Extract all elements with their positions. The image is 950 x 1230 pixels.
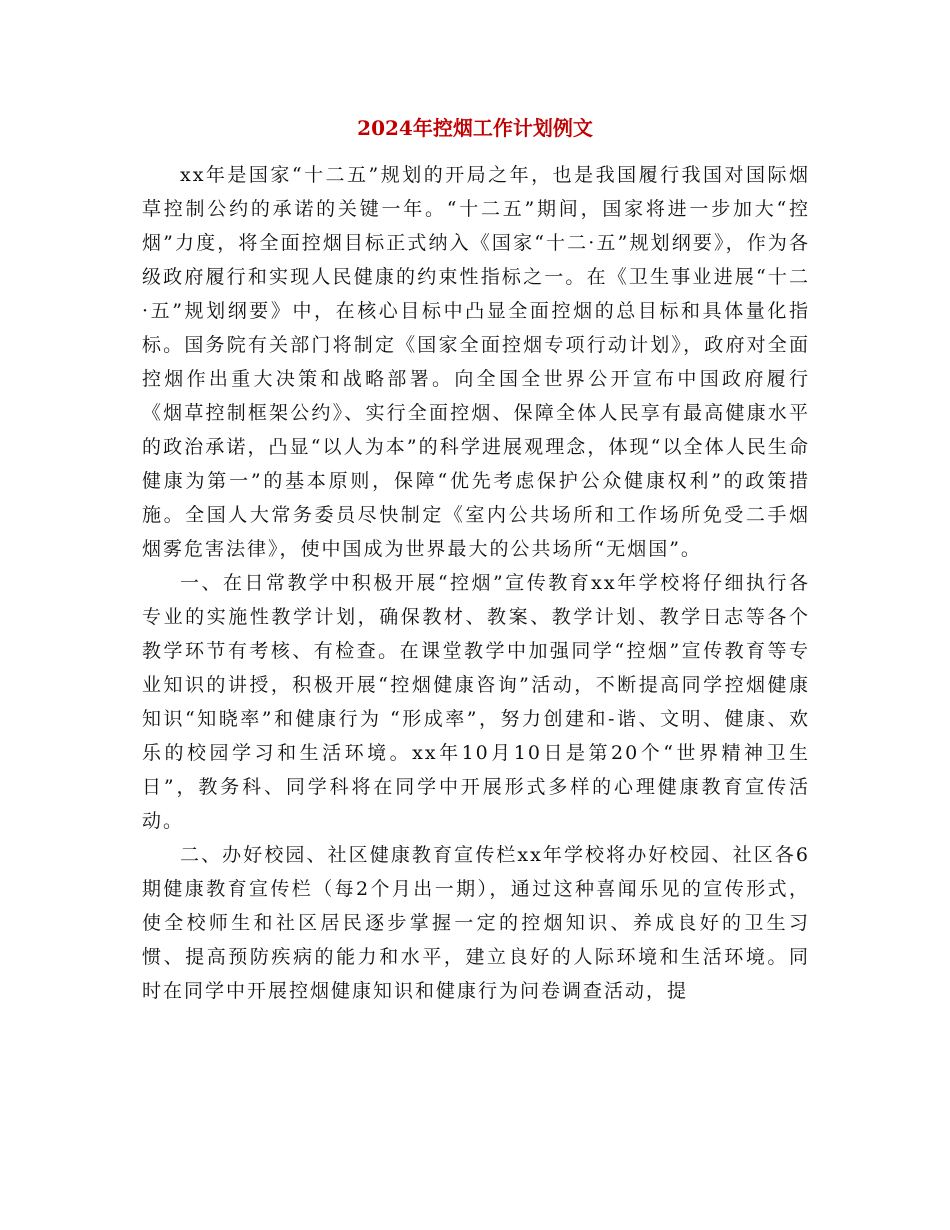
paragraph-section-1: 一、在日常教学中积极开展“控烟”宣传教育xx年学校将仔细执行各专业的实施性教学计划，确保教材、教案、教学计划、教学日志等各个教学环节有考核、有检查。在课堂教学中加强同学“控烟”宣传教育等专业知识的讲授，积极开展“控烟健康咨询”活动，不断提高同学控烟健康知识“知晓率”和健康行为 “形成率”，努力创建和-谐、文明、健康、欢乐的校园学习和生活环境。xx年10月10日是第20个“世界精神卫生日”，教务科、同学科将在同学中开展形式多样的心理健康教育宣传活动。: [142, 572, 810, 832]
paragraph-section-2: 二、办好校园、社区健康教育宣传栏xx年学校将办好校园、社区各6期健康教育宣传栏（每2个月出一期），通过这种喜闻乐见的宣传形式，使全校师生和社区居民逐步掌握一定的控烟知识、养成良好的卫生习惯、提高预防疾病的能力和水平，建立良好的人际环境和生活环境。同时在同学中开展控烟健康知识和健康行为问卷调查活动，提: [142, 844, 810, 1002]
document-body: [142, 158, 810, 1008]
paragraph-intro: xx年是国家“十二五”规划的开局之年，也是我国履行我国对国际烟草控制公约的承诺的关键一年。“十二五”期间，国家将进一步加大“控烟”力度，将全面控烟目标正式纳入《国家“十二·五”规划纲要》，作为各级政府履行和实现人民健康的约束性指标之一。在《卫生事业进展“十二·五”规划纲要》中，在核心目标中凸显全面控烟的总目标和具体量化指标。国务院有关部门将制定《国家全面控烟专项行动计划》，政府对全面控烟作出重大决策和战略部署。向全国全世界公开宣布中国政府履行《烟草控制框架公约》、实行全面控烟、保障全体人民享有最高健康水平的政治承诺，凸显“以人为本”的科学进展观理念，体现“以全体人民生命健康为第一”的基本原则，保障“优先考虑保护公众健康权利”的政策措施。全国人大常务委员尽快制定《室内公共场所和工作场所免受二手烟烟雾危害法律》，使中国成为世界最大的公共场所“无烟国”。: [142, 164, 810, 560]
document-title: 2024年控烟工作计划例文: [357, 116, 593, 140]
